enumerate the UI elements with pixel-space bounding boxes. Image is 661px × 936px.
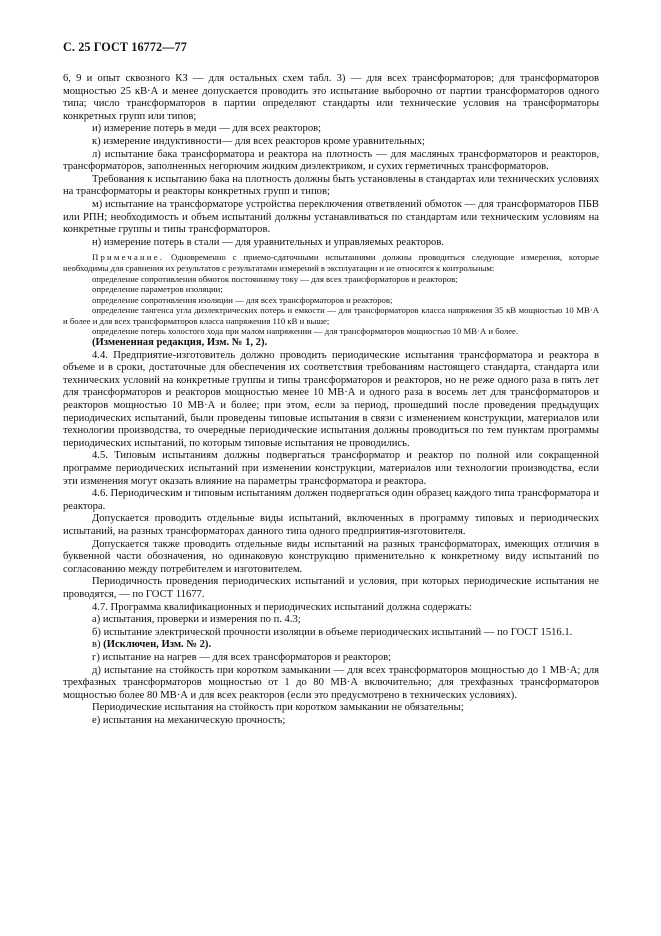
list-item-b: б) испытание электрической прочности изоляции в объеме периодических испытаний — по ГОСТ 1516.1. — [92, 626, 573, 638]
section-4-7-intro: 4.7. Программа квалификационных и периодических испытаний должна содержать: — [92, 601, 472, 613]
list-item-g: г) испытание на нагрев — для всех трансформаторов и реакторов; — [92, 651, 392, 663]
amendment-note: (Измененная редакция, Изм. № 1, 2). — [92, 337, 268, 349]
note-text: Одновременно с приемо-сдаточными испытаниями должны проводиться следующие измерения, которые необходимы для сравнения их результатов с результатами измерений в эксплуатации и не относятся к контрольным: — [63, 252, 599, 273]
list-item-d: д) испытание на стойкость при коротком замыкании — для всех трансформаторов мощностью до 1 МВ·А; для трехфазных трансформаторов мощностью от 1 до 80 МВ·А включительно; для трехфазных трансформаторов мощностью более 80 МВ·А и для всех реакторов (если это предусмотрено в технических условиях). — [63, 664, 599, 701]
list-item-e: е) испытания на механическую прочность; — [92, 714, 286, 726]
section-4-5: 4.5. Типовым испытаниям должны подвергаться трансформатор и реактор по полной или сокращенной программе периодических испытаний при изменении конструкции, материалов или технологии производства, если эти изменения могут оказать влияние на параметры трансформатора и реактора. — [63, 450, 599, 487]
list-item-k: к) измерение индуктивности— для всех реакторов кроме уравнительных; — [92, 135, 425, 147]
periodic-note: Периодические испытания на стойкость при коротком замыкании не обязательны; — [92, 702, 464, 714]
excluded-note: (Исключен, Изм. № 2). — [100, 639, 212, 651]
note-item: определение сопротивления изоляции — для всех трансформаторов и реакторов; — [92, 294, 393, 305]
section-4-6-paragraph: Периодичность проведения периодических испытаний и условия, при которых периодические испытания не проводятся, — по ГОСТ 11677. — [63, 576, 599, 600]
document-body — [63, 73, 599, 727]
list-item-m: м) испытание на трансформаторе устройства переключения ответвлений обмоток — для трансформаторов ПБВ или РПН; необходимость и объем испытаний должны устанавливаться по стандартам или техническим условиям на конкретные группы и типы трансформаторов. — [63, 198, 599, 236]
note-item: определение потерь холостого хода при малом напряжении — для трансформаторов мощностью 10 МВ·А и более. — [92, 326, 519, 337]
note-label: Примечание. — [92, 252, 165, 263]
note-item: определение сопротивления обмоток постоянному току — для всех трансформаторов и реакторов; — [92, 273, 458, 284]
note-item: определение параметров изоляции; — [92, 284, 223, 295]
section-4-6: 4.6. Периодическим и типовым испытаниям должен подвергаться один образец каждого типа трансформатора и реактора. — [63, 488, 599, 512]
list-item-v-label: в) — [92, 639, 101, 651]
list-item-i: и) измерение потерь в меди — для всех реакторов; — [92, 123, 322, 135]
list-item-l: л) испытание бака трансформатора и реактора на плотность — для масляных трансформаторов и реакторов, трансформаторов, заполненных негорючим жидким диэлектриком, и сухих герметичных трансформаторов. — [63, 148, 599, 173]
section-4-6-paragraph: Допускается также проводить отдельные виды испытаний на разных трансформаторах, имеющих отличия в буквенной части обозначения, но одинаковую конструкцию применительно к конкретному виду испытаний по согласованию между потребителем и изготовителем. — [63, 538, 599, 575]
note-item: определение тангенса угла диэлектрических потерь и емкости — для трансформаторов класса напряжения 35 кВ мощностью 10 МВ·А и более и для всех трансформаторов класса напряжения 110 кВ и выше; — [63, 305, 599, 326]
list-item-a: а) испытания, проверки и измерения по п. 4.3; — [92, 614, 301, 626]
tank-tightness-paragraph: Требования к испытанию бака на плотность должны быть установлены в стандартах или технических условиях на трансформаторы и реакторы конкретных групп и типов; — [63, 173, 599, 198]
note-paragraph — [63, 252, 599, 273]
section-4-6-paragraph: Допускается проводить отдельные виды испытаний, включенных в программу типовых и периодических испытаний, на разных трансформаторах данного типа одного предприятия-изготовителя. — [63, 513, 599, 537]
section-4-4: 4.4. Предприятие-изготовитель должно проводить периодические испытания трансформатора и реактора в объеме и в сроки, достаточные для обеспечения их соответствия требованиям настоящего стандарта, стандарта или технических условий на конкретные группы и типы трансформаторов и реакторов, но не реже одного раза в пять лет для трансформаторов и реакторов мощностью менее 10 МВ·А и одного раза в восемь лет для трансформаторов и реакторов мощностью 10 МВ·А и более; при этом, если за период, прошедший после проведения предыдущих периодических испытаний, были проведены типовые испытания в связи с изменением конструкции, материалов или технологии производства, то очередные периодические испытания должны проводиться по тем пунктам программы периодических испытаний, по которым типовые испытания не проводились. — [63, 349, 599, 449]
list-item-n: н) измерение потерь в стали — для уравнительных и управляемых реакторов. — [92, 236, 444, 248]
list-item-v — [63, 639, 599, 652]
paragraph-continuation: 6, 9 и опыт сквозного КЗ — для остальных схем табл. 3) — для всех трансформаторов; для трансформаторов мощностью 25 кВ·А и менее допускается проводить это испытание выборочно от партии трансформаторов одного типа; число трансформаторов в партии определяют стандарты или технические условия на трансформаторы конкретных групп или типов; — [63, 73, 599, 122]
page-header: С. 25 ГОСТ 16772—77 — [63, 40, 187, 54]
